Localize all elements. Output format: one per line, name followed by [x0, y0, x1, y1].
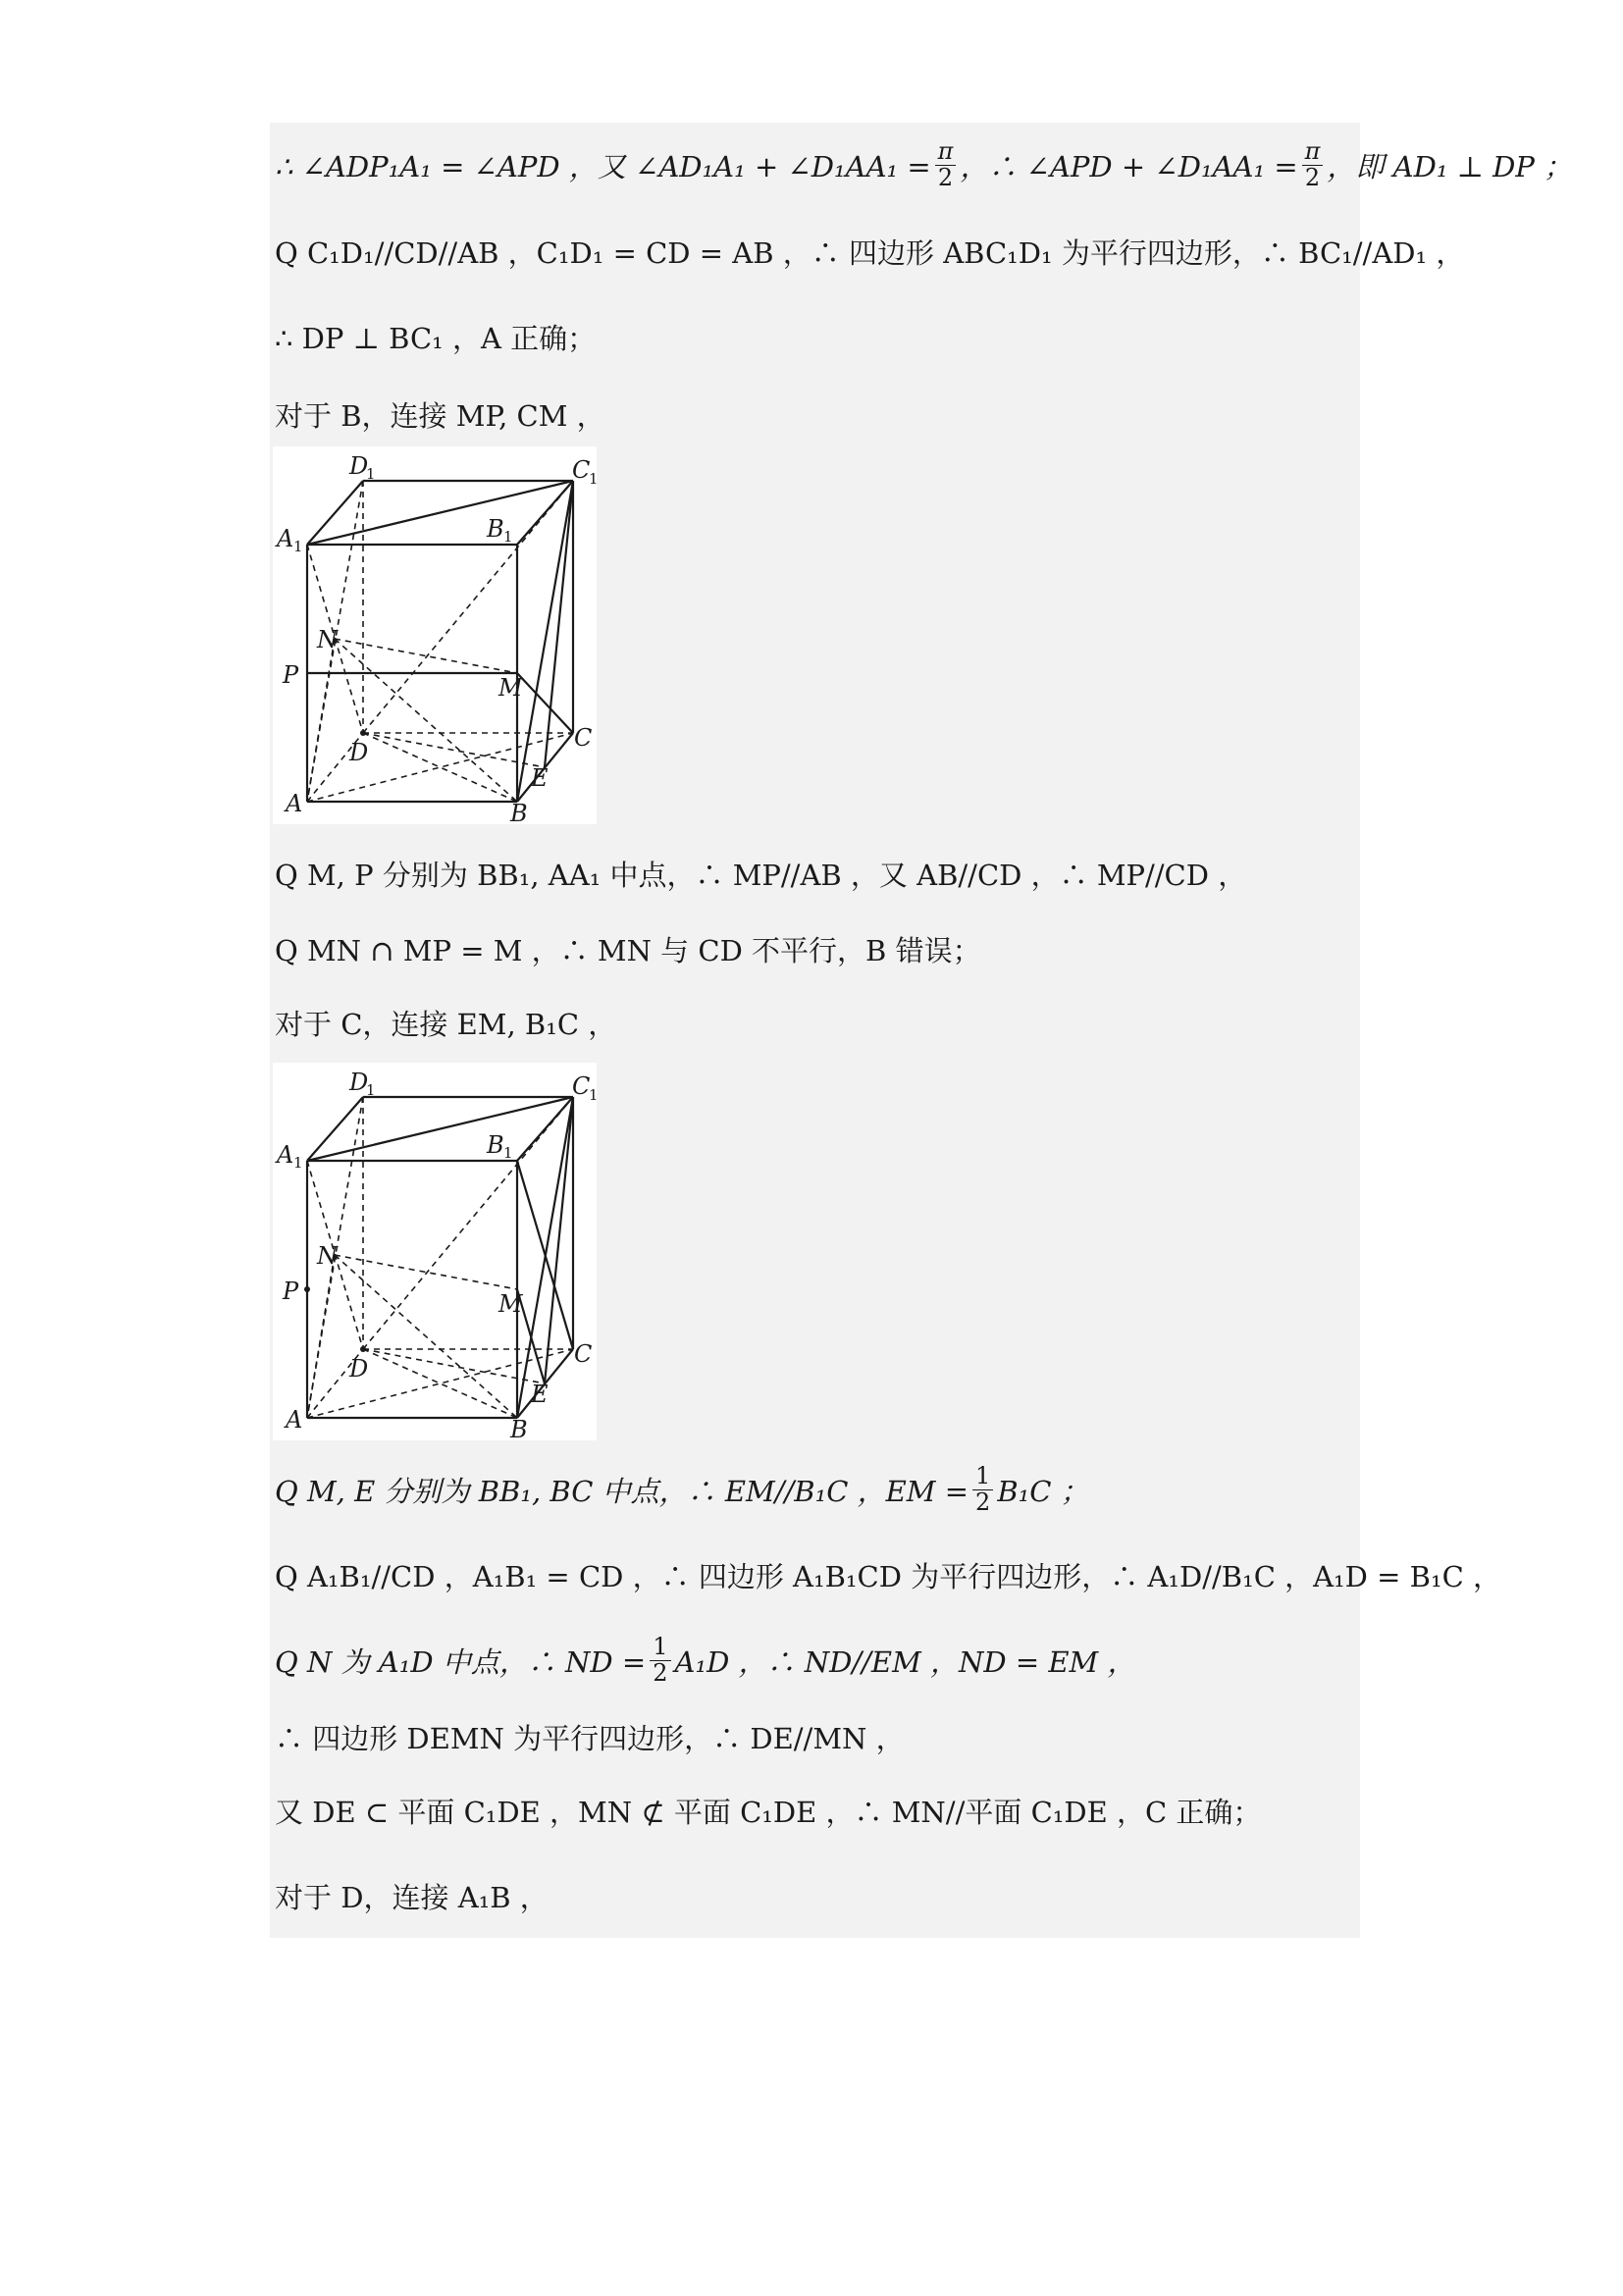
label-d1: D [349, 452, 369, 480]
line-1-part-c: ，即 AD₁ ⊥ DP ； [1327, 149, 1573, 183]
label-b1: B [487, 515, 504, 543]
label-b: B [510, 1416, 528, 1443]
line-8-part-a: Q M, E 分别为 BB₁, BC 中点，∴ EM//B₁C ，EM = [275, 1474, 969, 1508]
line-10-part-a: Q N 为 A₁D 中点，∴ ND = [275, 1644, 647, 1679]
svg-text:1: 1 [366, 465, 376, 483]
label-m: M [498, 674, 523, 702]
svg-text:1: 1 [503, 528, 513, 546]
line-8-part-b: B₁C ； [997, 1474, 1089, 1508]
fraction-pi-over-2-b: $\frac{\pi}{2}$ [1302, 139, 1324, 189]
label-a1: A [277, 1141, 294, 1169]
line-13: 对于 D，连接 A₁B ， [275, 1880, 549, 1914]
label-c1: C [572, 1072, 591, 1100]
line-7: 对于 C，连接 EM, B₁C ， [275, 1007, 617, 1041]
line-5: Q M, P 分别为 BB₁, AA₁ 中点，∴ MP//AB ，又 AB//CD ，∴ MP//CD ， [275, 858, 1247, 892]
figure-prism-2 [273, 1063, 599, 1443]
svg-text:1: 1 [366, 1081, 376, 1099]
label-a: A [286, 1406, 303, 1434]
line-9: Q A₁B₁//CD ，A₁B₁ = CD ，∴ 四边形 A₁B₁CD 为平行四边形，∴ A₁D//B₁C ，A₁D = B₁C ， [275, 1559, 1502, 1593]
line-3: ∴ DP ⊥ BC₁ ，A 正确； [275, 321, 597, 355]
line-4: 对于 B，连接 MP, CM ， [275, 398, 605, 433]
line-11: ∴ 四边形 DEMN 为平行四边形，∴ DE//MN ， [275, 1721, 905, 1755]
line-1-part-b: ，∴ ∠APD + ∠D₁AA₁ = [960, 149, 1298, 183]
line-2: Q C₁D₁//CD//AB ，C₁D₁ = CD = AB ，∴ 四边形 ABC₁D₁ 为平行四边形，∴ BC₁//AD₁ ， [275, 235, 1465, 270]
label-e: E [531, 764, 549, 792]
label-p: P [283, 1278, 299, 1305]
prism-diagram-2 [273, 1063, 599, 1443]
fraction-one-half-a: $\frac{1}{2}$ [972, 1464, 993, 1514]
label-d: D [349, 739, 369, 766]
label-c: C [574, 1340, 593, 1368]
label-a1: A [277, 525, 294, 552]
line-1 [275, 135, 1573, 194]
label-d: D [349, 1355, 369, 1383]
svg-text:1: 1 [293, 538, 303, 555]
line-8 [275, 1460, 1354, 1519]
fraction-pi-over-2-a: $\frac{\pi}{2}$ [935, 139, 957, 189]
label-b: B [510, 800, 528, 827]
line-1-part-a: ∴ ∠ADP₁A₁ = ∠APD ，又 ∠AD₁A₁ + ∠D₁AA₁ = [275, 149, 931, 183]
label-a: A [286, 790, 303, 817]
line-10-part-b: A₁D ，∴ ND//EM ，ND = EM ， [674, 1644, 1136, 1679]
svg-text:1: 1 [293, 1154, 303, 1172]
label-n: N [317, 1242, 338, 1270]
label-m: M [498, 1290, 523, 1318]
label-n: N [317, 626, 338, 653]
line-10 [275, 1631, 1354, 1690]
figure-prism-1 [273, 446, 599, 827]
svg-text:1: 1 [589, 470, 599, 488]
fraction-one-half-b: $\frac{1}{2}$ [650, 1635, 670, 1685]
label-p: P [283, 661, 299, 689]
line-6: Q MN ∩ MP = M ，∴ MN 与 CD 不平行，B 错误； [275, 933, 981, 967]
label-e: E [531, 1381, 549, 1408]
label-c1: C [572, 456, 591, 484]
line-12: 又 DE ⊂ 平面 C₁DE ，MN ⊄ 平面 C₁DE ，∴ MN//平面 C₁DE ，C 正确； [275, 1795, 1262, 1829]
svg-text:1: 1 [589, 1086, 599, 1104]
label-c: C [574, 724, 593, 752]
svg-text:1: 1 [503, 1144, 513, 1162]
prism-diagram-1 [273, 446, 599, 827]
label-b1: B [487, 1131, 504, 1159]
label-d1: D [349, 1069, 369, 1096]
